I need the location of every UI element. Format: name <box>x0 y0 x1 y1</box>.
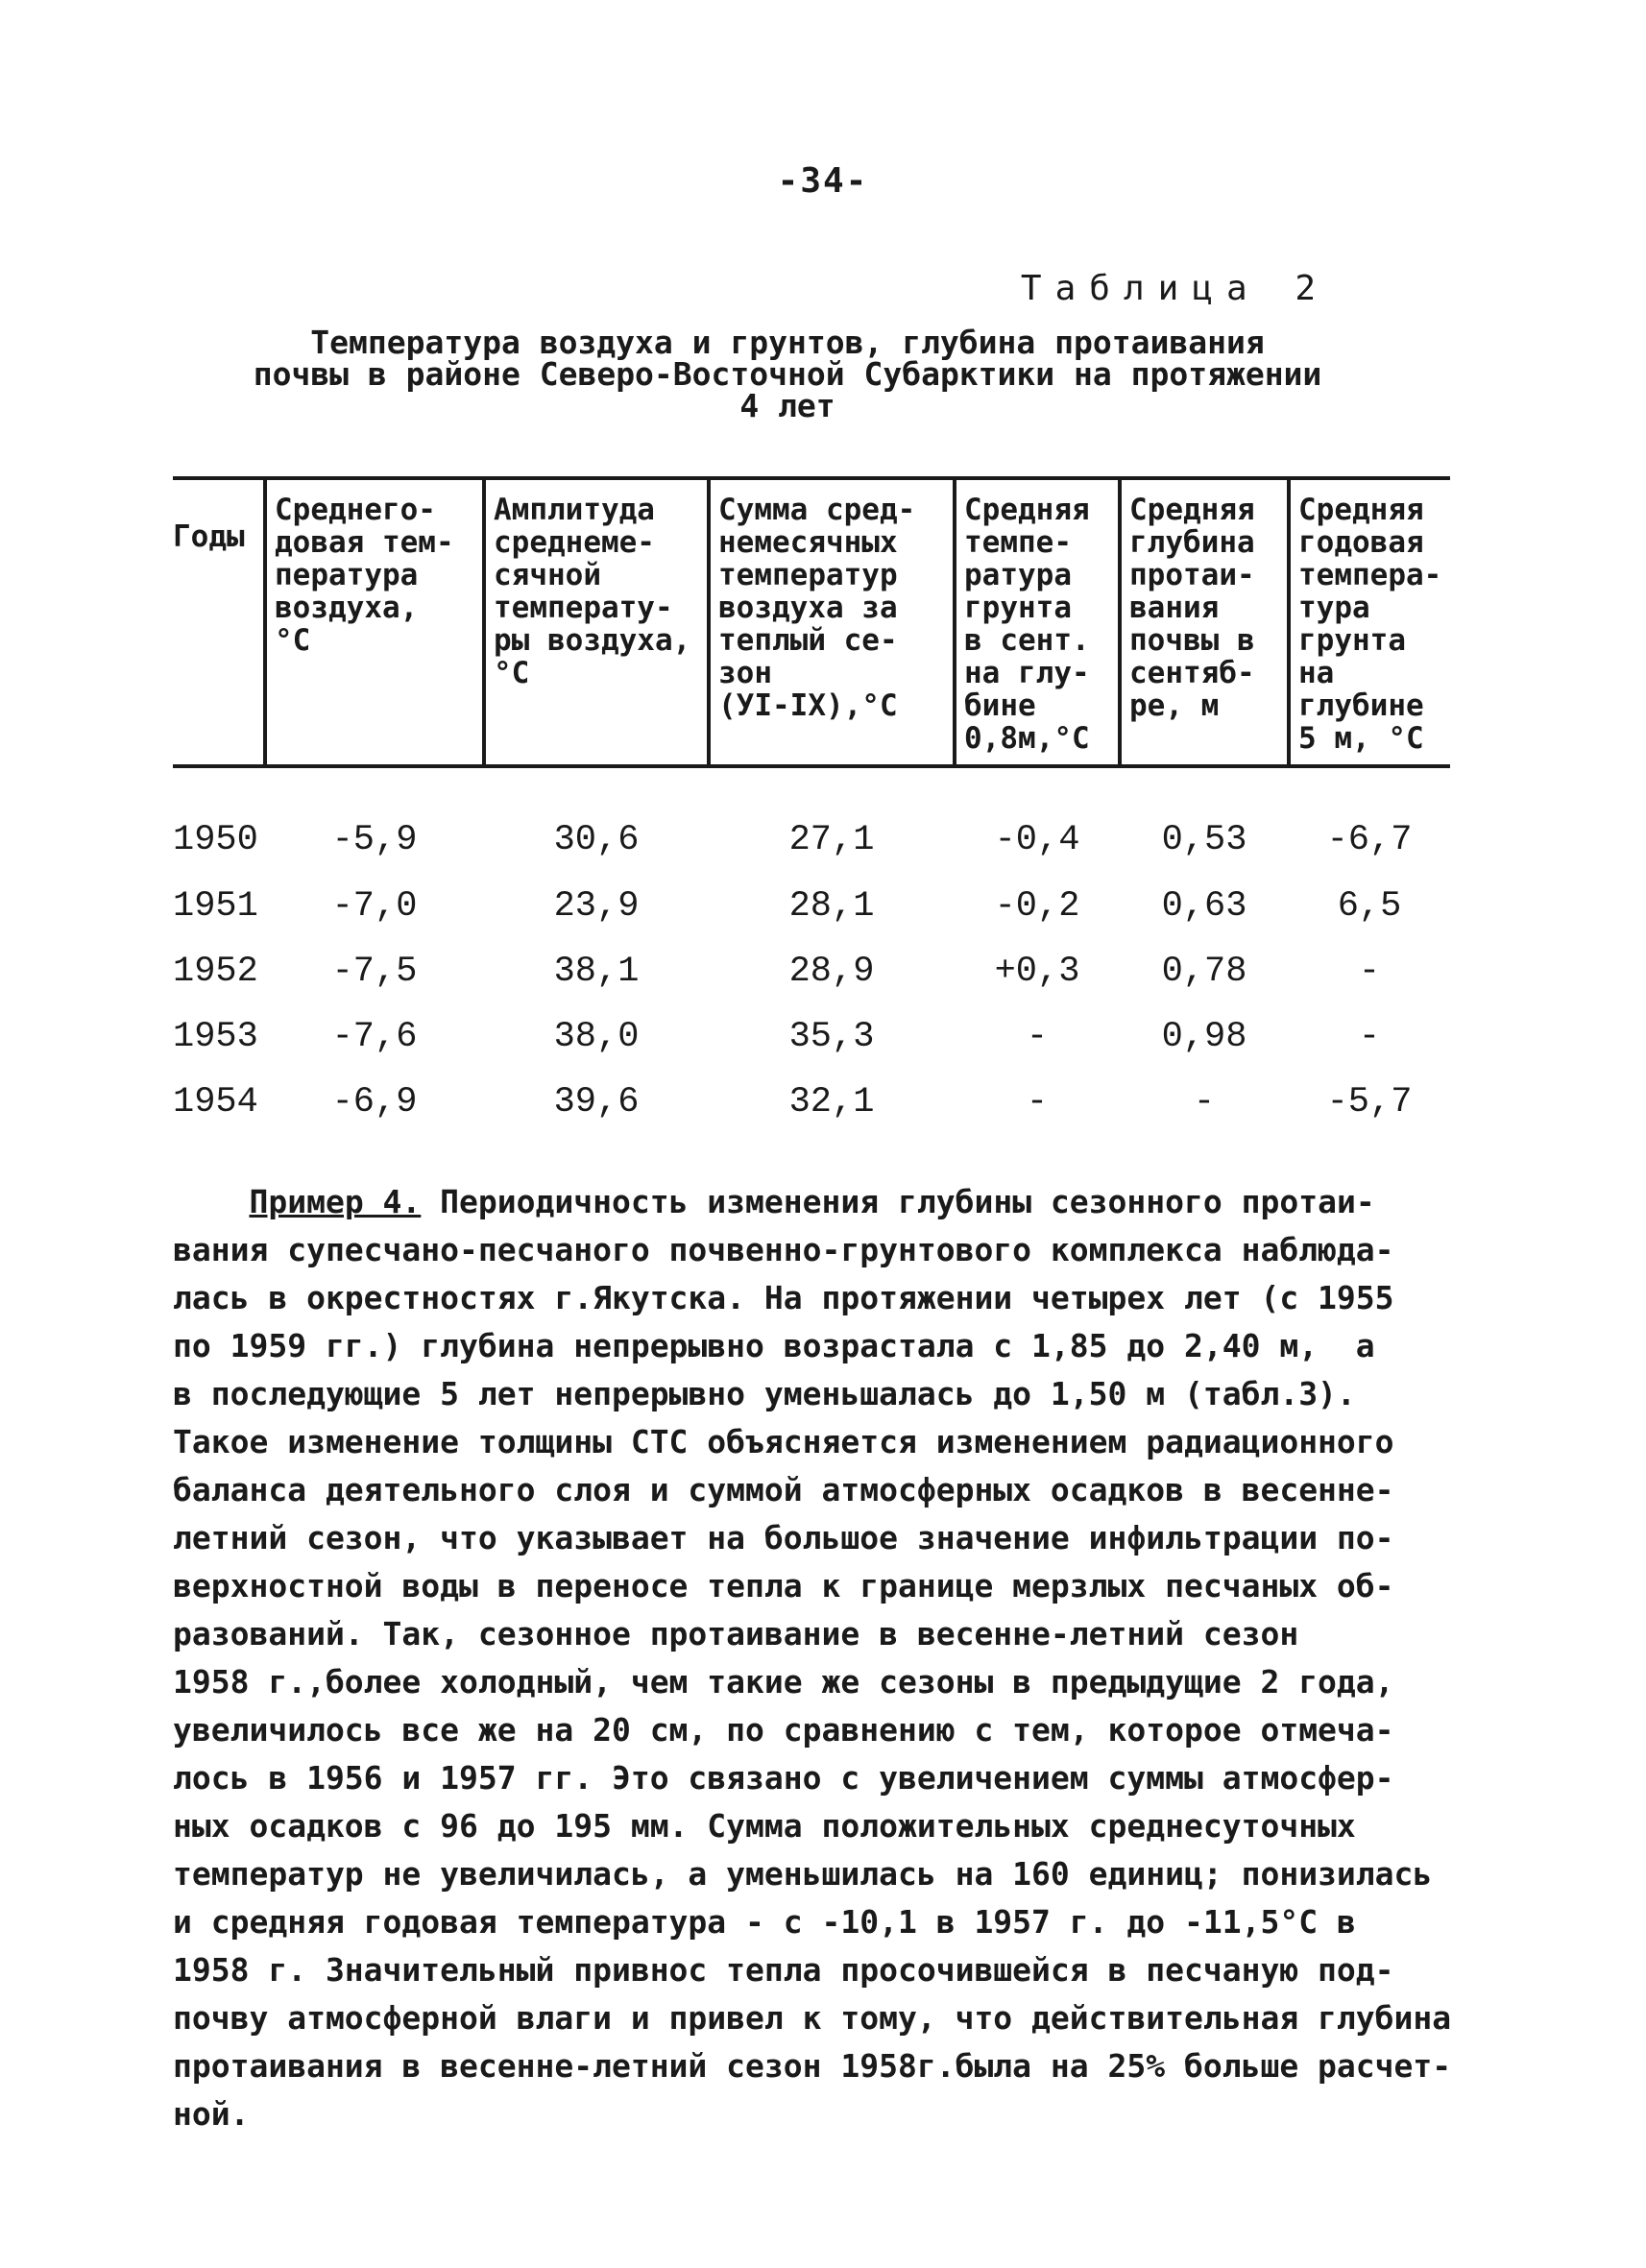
cell-year: 1950 <box>173 820 258 860</box>
cell: -5,9 <box>331 820 418 860</box>
cell: 32,1 <box>788 1082 875 1122</box>
cell: -6,7 <box>1326 820 1413 860</box>
cell: - <box>1026 1082 1049 1122</box>
table-row <box>173 1004 1450 1070</box>
data-table <box>173 476 1450 1135</box>
cell: -6,9 <box>331 1082 418 1122</box>
cell: 28,1 <box>788 886 875 927</box>
header-ground-temperature: Средняя темпе- ратура грунта в сент. на глу- бине 0,8м,°С <box>955 478 1120 766</box>
text-line: лась в окрестностях г.Якутска. На протяжении четырех лет (с 1955 <box>173 1279 1394 1316</box>
cell: +0,3 <box>994 952 1080 992</box>
header-amplitude: Амплитуда среднеме- сячной температу- ры воздуха, °С <box>484 478 709 766</box>
header-years: Годы <box>173 519 245 554</box>
cell: - <box>1026 1017 1049 1057</box>
cell: - <box>1358 1017 1381 1057</box>
cell: -7,0 <box>331 886 418 927</box>
text-line: и средняя годовая температура - с -10,1 в 1957 г. до -11,5°С в <box>173 1903 1356 1941</box>
text-line: летний сезон, что указывает на большое значение инфильтрации по- <box>173 1519 1394 1556</box>
cell: 30,6 <box>553 820 640 860</box>
text-line: ной. <box>173 2095 250 2133</box>
cell: -7,5 <box>331 952 418 992</box>
cell-year: 1953 <box>173 1017 258 1057</box>
cell-year: 1951 <box>173 886 258 927</box>
cell-year: 1952 <box>173 952 258 992</box>
text-line: вания супесчано-песчаного почвенно-грунтового комплекса наблюда- <box>173 1231 1394 1268</box>
text-line: ных осадков с 96 до 195 мм. Сумма положительных среднесуточных <box>173 1807 1356 1845</box>
table-header-row <box>173 478 1450 766</box>
table-row <box>173 939 1450 1004</box>
cell: -0,2 <box>994 886 1080 927</box>
caption-line: Температура воздуха и грунтов, глубина протаивания <box>310 324 1265 361</box>
table-row <box>173 1070 1450 1135</box>
text-line: 1958 г. Значительный привнос тепла просочившейся в песчаную под- <box>173 1951 1394 1989</box>
header-thaw-depth: Средняя глубина протаи- вания почвы в сентяб- ре, м <box>1120 478 1289 766</box>
table-row <box>173 766 1450 874</box>
cell: -0,4 <box>994 820 1080 860</box>
body-text <box>173 1178 1479 2138</box>
cell: 39,6 <box>553 1082 640 1122</box>
text-line: почву атмосферной влаги и привел к тому, что действительная глубина <box>173 1999 1452 2037</box>
cell: -7,6 <box>331 1017 418 1057</box>
table-label: Таблица 2 <box>1020 269 1329 308</box>
cell: 0,78 <box>1161 952 1247 992</box>
text-line: увеличилось все же на 20 см, по сравнению с тем, которое отмеча- <box>173 1711 1394 1749</box>
text-line: верхностной воды в переносе тепла к границе мерзлых песчаных об- <box>173 1567 1394 1604</box>
page-number: -34- <box>777 161 869 201</box>
text-line <box>173 1178 1479 1226</box>
cell: 38,0 <box>553 1017 640 1057</box>
text-line-rest: Периодичность изменения глубины сезонного протаи- <box>421 1183 1375 1220</box>
caption-line: почвы в районе Северо-Восточной Субарктики на протяжении <box>253 355 1322 393</box>
text-line: протаивания в весенне-летний сезон 1958г.была на 25% больше расчет- <box>173 2047 1452 2085</box>
text-line: 1958 г.,более холодный, чем такие же сезоны в предыдущие 2 года, <box>173 1663 1394 1701</box>
cell: - <box>1358 952 1381 992</box>
cell: 27,1 <box>788 820 875 860</box>
cell: - <box>1193 1082 1216 1122</box>
caption-line: 4 лет <box>739 387 835 424</box>
text-line: температур не увеличилась, а уменьшилась на 160 единиц; понизилась <box>173 1855 1433 1893</box>
cell-year: 1954 <box>173 1082 258 1122</box>
text-line: в последующие 5 лет непрерывно уменьшалась до 1,50 м (табл.3). <box>173 1375 1356 1412</box>
cell: 0,53 <box>1161 820 1247 860</box>
text-line: Такое изменение толщины СТС объясняется изменением радиационного <box>173 1423 1394 1460</box>
cell: -5,7 <box>1326 1082 1413 1122</box>
cell: 0,98 <box>1161 1017 1247 1057</box>
header-sum-temperatures: Сумма сред- немесячных температур воздуха за теплый се- зон (УI-IX),°С <box>709 478 955 766</box>
table-caption <box>221 326 1354 422</box>
header-air-temperature: Среднего- довая тем- пература воздуха, °С <box>265 478 484 766</box>
text-line: разований. Так, сезонное протаивание в весенне-летний сезон <box>173 1615 1299 1653</box>
header-annual-ground-temperature: Средняя годовая темпера- тура грунта на глубине 5 м, °С <box>1289 478 1450 766</box>
cell: 23,9 <box>553 886 640 927</box>
cell: 0,63 <box>1161 886 1247 927</box>
example-label: Пример 4. <box>249 1183 422 1220</box>
cell: 6,5 <box>1337 886 1402 927</box>
cell: 38,1 <box>553 952 640 992</box>
text-line: баланса деятельного слоя и суммой атмосферных осадков в весенне- <box>173 1471 1394 1508</box>
text-line: по 1959 гг.) глубина непрерывно возрастала с 1,85 до 2,40 м, а <box>173 1327 1375 1364</box>
table-row <box>173 874 1450 939</box>
cell: 28,9 <box>788 952 875 992</box>
cell: 35,3 <box>788 1017 875 1057</box>
text-line: лось в 1956 и 1957 гг. Это связано с увеличением суммы атмосфер- <box>173 1759 1394 1797</box>
